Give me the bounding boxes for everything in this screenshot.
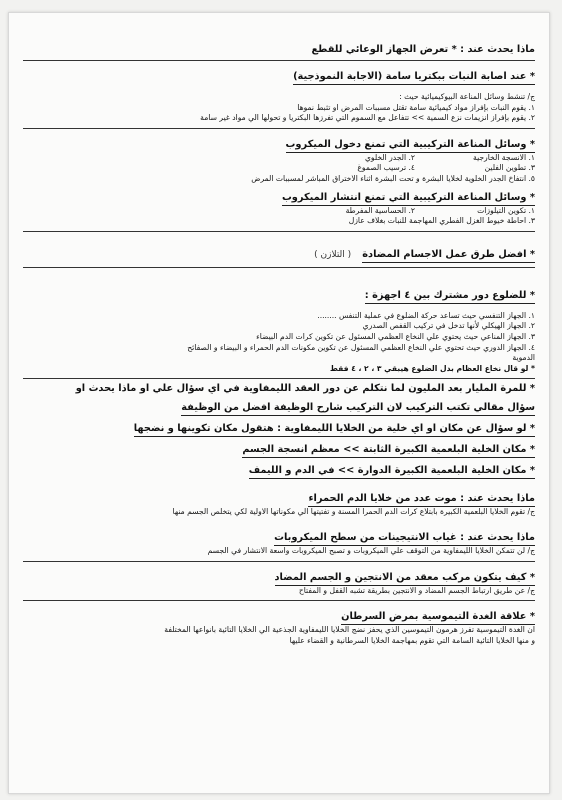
- heading-ribs: * للضلوع دور مشترك بين ٤ اجهزة :: [365, 289, 535, 304]
- heading-antigen-absence: ماذا يحدث عند : غياب الانتيجينات من سطح الميكروبات: [274, 531, 535, 546]
- heading-lymph-nodes: * للمرة المليار بعد المليون لما نتكلم عن دور العقد الليمفاوية في اي سؤال علي او ماذا يحدث او: [75, 383, 535, 395]
- list-row: [23, 153, 535, 164]
- heading-wandering-macrophage: * مكان الخلية البلعمية الكبيرة الدوارة >> في الدم و الليمف: [249, 464, 535, 479]
- section-title-vascular: ماذا يحدث عند : * تعرض الجهاز الوعائي للقطع: [311, 44, 535, 55]
- divider: [23, 561, 535, 562]
- list-item: ١. يقوم النبات بإفراز مواد كيميائية سامة تقتل مسببات المرض او تثبط نموها: [297, 102, 535, 112]
- heading-structural-spread: * وسائل المناعة التركيبية التي تمنع انتشار الميكروب: [282, 191, 535, 206]
- list-item: ٥. انتفاخ الجدر الخلوية لخلايا البشرة و تحت البشرة اثناء الاختراق المباشر لمسببات المرض: [251, 173, 535, 183]
- divider: [23, 378, 535, 379]
- heading-structural-entry: * وسائل المناعة التركيبية التي تمنع دخول الميكروب: [286, 138, 535, 153]
- divider: [23, 231, 535, 232]
- document-content: [23, 43, 535, 646]
- answer-text: ج/ تنشط وسائل المناعة البيوكيميائية حيث :: [399, 92, 535, 101]
- divider: [23, 60, 535, 61]
- list-row: [23, 163, 535, 174]
- list-item: ٣. الجهاز المناعي حيث يحتوي علي النخاع العظمي المسئول عن تكوين كرات الدم البيضاء: [256, 331, 535, 341]
- answer-text: ج/ لن تتمكن الخلايا الليمفاوية من التوقف علي الميكروبات و تصبح الميكروبات واسعة الانتشار في الجسم: [207, 545, 535, 555]
- heading-complex: * كيف يتكون مركب معقد من الانتجين و الجسم المضاد: [275, 571, 536, 586]
- list-item: ٢. الحساسية المفرطة: [345, 205, 415, 215]
- list-item: ٤. ترسيب الصموغ: [357, 163, 415, 173]
- answer-text: ج/ عن طريق ارتباط الجسم المضاد و الانتجين بطريقة تشبه القفل و المفتاح: [298, 585, 535, 595]
- answer-text: ان الغدة التيموسية تفرز هرمون التيموسين الذي يحفز نضج الخلايا الليمفاوية الجذعية الي الخلايا التائية بانواعها المختلفة: [164, 625, 535, 635]
- heading-antibodies: * افضل طرق عمل الاجسام المضادة: [362, 248, 535, 263]
- answer-text: ج/ تقوم الخلايا البلعمية الكبيرة بابتلاع كرات الدم الحمرا المسنة و تفتيتها الي مكوناتها الاولية لكي يتخلص الجسم منها: [172, 507, 535, 517]
- divider: [23, 267, 535, 268]
- list-item: ٢. يقوم بإفراز انزيمات نزع السمية >> تتفاعل مع السموم التي تفرزها البكتريا و تحولها الي مواد غير سامة: [200, 113, 535, 123]
- answer-text: و منها الخلايا التائية السامة التي تقوم بمهاجمة الخلايا السرطانية و القضاء عليها: [289, 635, 535, 645]
- heading-fixed-macrophage: * مكان الخلية البلعمية الكبيرة الثابتة >> معظم انسجة الجسم: [242, 443, 535, 458]
- list-item: ١. تكوين التيلوزات: [477, 205, 535, 215]
- list-item: ١. الانسجة الخارجية: [473, 152, 535, 162]
- divider: [23, 128, 535, 129]
- heading-thymus-cancer: * علاقة الغدة التيموسية بمرض السرطان: [341, 610, 535, 625]
- document-page: [8, 12, 550, 794]
- list-item: ٢. الجهاز الهيكلي لأنها تدخل في تركيب القفص الصدري: [362, 321, 535, 331]
- list-item: ١. الجهاز التنفسي حيث تساعد حركة الضلوع في عملية التنفس ........: [317, 310, 535, 320]
- heading-rbc-death: ماذا يحدث عند : موت عدد من خلايا الدم الحمراء: [308, 492, 535, 507]
- list-item: ٣. احاطة خيوط الغزل الفطري المهاجمة للنبات بغلاف عازل: [348, 216, 535, 226]
- note-bone-marrow: * لو قال نخاع العظام بدل الضلوع هيبقي ٣ ، ٢ ، ٤ فقط: [329, 363, 535, 373]
- antibody-row: [23, 242, 535, 263]
- list-item: ٢. الجدر الخلوي: [364, 152, 415, 162]
- antibody-note: ( التلازن ): [314, 249, 352, 260]
- list-item: ٣. تطوين الفلين: [484, 163, 535, 173]
- heading-lymph-location: * لو سؤال عن مكان او اي خلية من الخلايا الليمفاوية : هتقول مكان تكوينها و نضجها: [134, 422, 535, 437]
- list-item: ٤. الجهاز الدوري حيث تحتوي علي النخاع العظمي المسئول عن تكوين مكونات الدم الحمراء و البيضاء و الصفائح: [187, 342, 535, 352]
- list-item-continued: الدموية: [512, 353, 535, 363]
- heading-bacteria: * عند اصابة النبات ببكتريا سامة (الاجابة النموذجية): [293, 70, 535, 85]
- divider: [23, 600, 535, 601]
- heading-lymph-nodes-cont: سؤال مقالي تكتب التركيب لان التركيب شارح الوظيفة افضل من الوظيفة: [181, 401, 535, 416]
- list-row: [23, 206, 535, 217]
